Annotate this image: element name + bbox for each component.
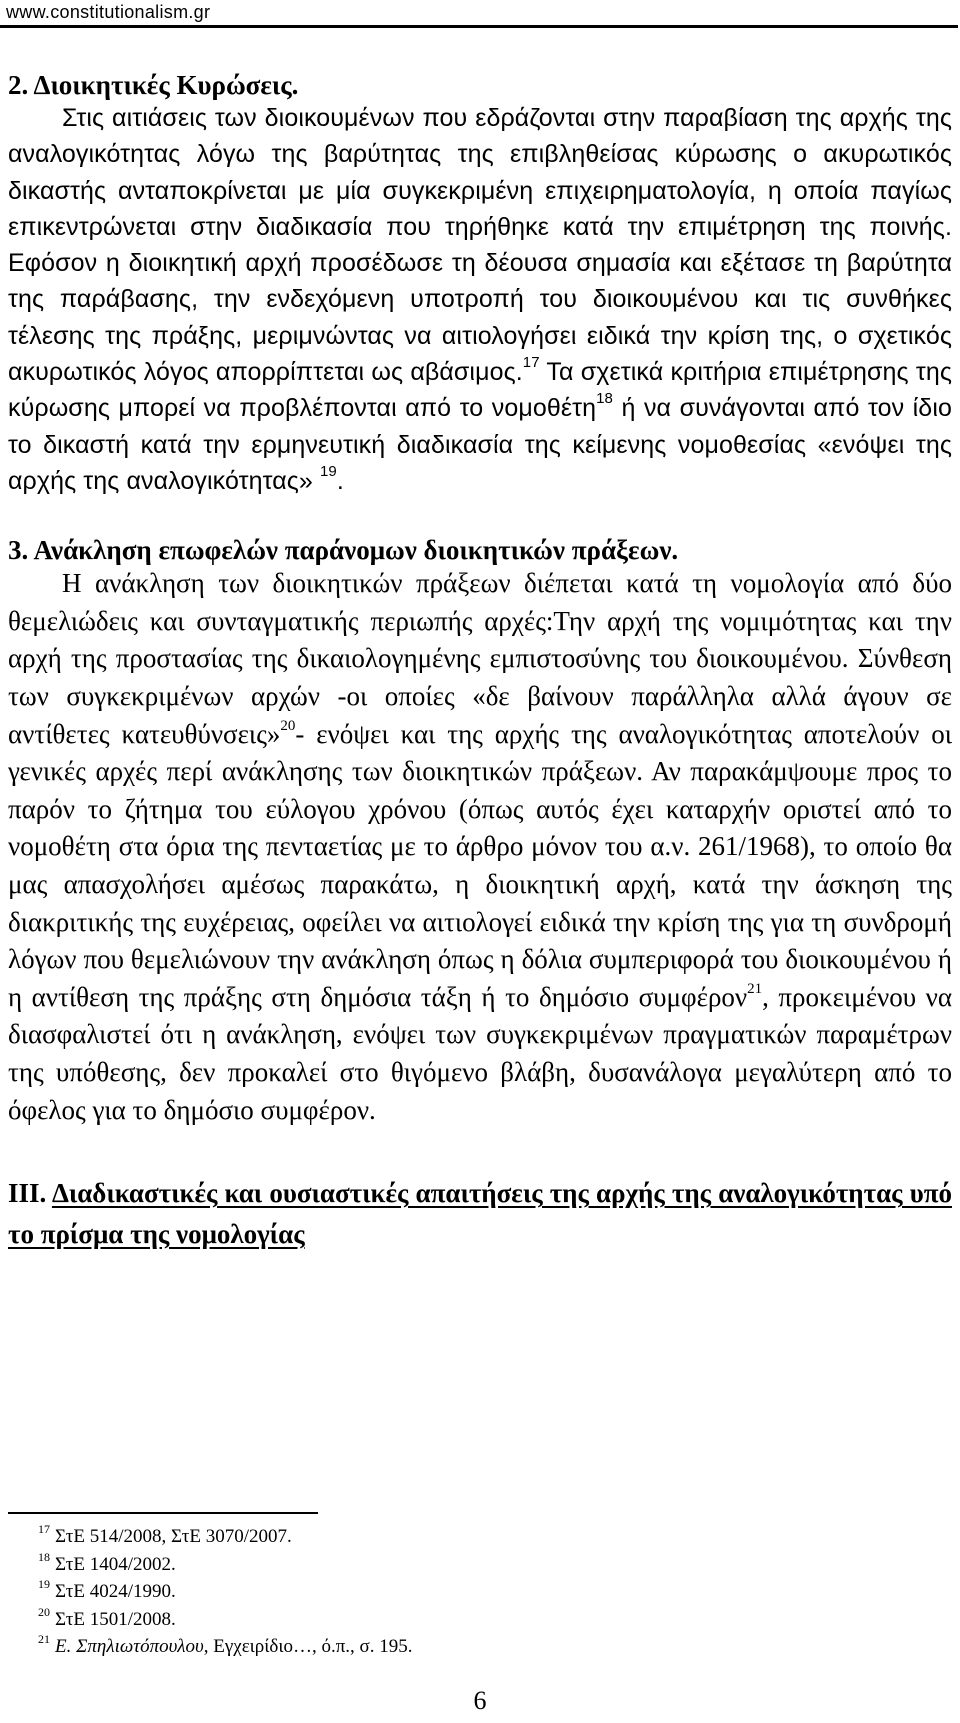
section-2-text-3: ή να συνάγονται από τον ίδιο το δικαστή κατά την ερμηνευτική διαδικασία της κείμενης νομοθεσίας «ενόψει της αρχής της αναλογικότητας»: [8, 394, 952, 495]
footnote-number: 20: [38, 1604, 50, 1619]
section-3-heading: 3. Ανάκληση επωφελών παράνομων διοικητικών πράξεων.: [8, 535, 679, 566]
section-2-paragraph: [8, 100, 952, 499]
footnote-ref-18: 18: [596, 390, 613, 408]
footnote-number: 18: [38, 1549, 50, 1564]
section-iii-heading: [8, 1173, 952, 1255]
site-header: [0, 0, 960, 26]
footnote-17: [38, 1523, 938, 1551]
footnote-ref-17: 17: [522, 354, 540, 372]
section-2-text-1: Στις αιτιάσεις των διοικουμένων που εδράζονται στην παραβίαση της αρχής της αναλογικότητας λόγω της βαρύτητας της επιβληθείσας κύρωσης ο ακυρωτικός δικαστής ανταποκρίνεται με μία συγκεκριμένη επιχειρηματολογία, η οποία παγίως επικεντρώνεται στην διαδικασία που τηρήθηκε κατά την επιμέτρηση της ποινής. Εφόσον η διοικητική αρχή προσέδωσε τη δέουσα σημασία και εξέτασε τη βαρύτητα της παράβασης, την ενδεχόμενη υποτροπή του διοικουμένου και τις συνθήκες τέλεσης της πράξης, μεριμνώντας να αιτιολογήσει ειδικά την κρίση της, ο σχετικός ακυρωτικός λόγος απορρίπτεται ως αβάσιμος.: [8, 104, 952, 387]
header-rule: [0, 25, 958, 28]
section-3-text-3: , προκειμένου να διασφαλιστεί ότι η ανάκληση, ενόψει των συγκεκριμένων πραγματικών παραμέτρων της υπόθεσης, δεν προκαλεί στο θιγόμενο βλάβη, δυσανάλογα μεγαλύτερη από το όφελος για το δημόσιο συμφέρον.: [8, 981, 952, 1125]
section-2-text-4: .: [336, 466, 344, 495]
section-iii-title: Διαδικαστικές και ουσιαστικές απαιτήσεις της αρχής της αναλογικότητας υπό το πρίσμα της νομολογίας: [8, 1178, 952, 1250]
footnotes: [38, 1523, 938, 1661]
footnote-20: [38, 1606, 938, 1634]
footnote-author: Ε. Σπηλιωτόπουλου: [55, 1636, 204, 1658]
footnote-number: 19: [38, 1577, 50, 1592]
page-number: 6: [473, 1686, 487, 1715]
footnote-text: ΣτΕ 1404/2002.: [55, 1553, 176, 1575]
footnote-ref-19: 19: [319, 462, 337, 480]
section-2-text-2: Τα σχετικά κριτήρια επιμέτρησης της κύρωσης μπορεί να προβλέπονται από το νομοθέτη: [8, 358, 953, 423]
section-iii-number: ΙΙΙ.: [8, 1178, 47, 1209]
footnote-21: [38, 1633, 938, 1661]
footnote-19: [38, 1578, 938, 1606]
footnote-text: , Εγχειρίδιο…, ό.π., σ. 195.: [203, 1636, 413, 1658]
footnote-text: ΣτΕ 1501/2008.: [55, 1608, 176, 1630]
footnote-text: ΣτΕ 514/2008, ΣτΕ 3070/2007.: [55, 1526, 292, 1547]
page-body: [8, 70, 952, 1255]
section-2-heading: 2. Διοικητικές Κυρώσεις.: [8, 70, 299, 100]
site-url: www.constitutionalism.gr: [6, 2, 211, 22]
footnote-ref-21: 21: [747, 980, 763, 997]
section-3-text-2: - ενόψει και της αρχής της αναλογικότητας αποτελούν οι γενικές αρχές περί ανάκλησης των διοικητικών πράξεων. Αν παρακάμψουμε προς το παρόν το ζήτημα του εύλογου χρόνου (όπως αυτός έχει καταρχήν οριστεί από το νομοθέτη στα όρια της πενταετίας με το άρθρο μόνον του α.ν. 261/1968), το οποίο θα μας απασχολήσει αμέσως παρακάτω, η διοικητική αρχή, κατά την άσκηση της διακριτικής της ευχέρειας, οφείλει να αιτιολογεί ειδικά την κρίση της για τη συνδρομή λόγων που θεμελιώνουν την ανάκληση όπως η δόλια συμπεριφορά του διοικουμένου ή η αντίθεση της πράξης στη δημόσια τάξη ή το δημόσιο συμφέρον: [8, 718, 952, 1012]
footnote-text: ΣτΕ 4024/1990.: [55, 1581, 176, 1603]
footnote-separator: [8, 1512, 318, 1514]
section-3-text-1: Η ανάκληση των διοικητικών πράξεων διέπεται κατά τη νομολογία από δύο θεμελιώδεις και συνταγματικής περιωπής αρχές:Την αρχή της νομιμότητας και την αρχή της προστασίας της δικαιολογημένης εμπιστοσύνης του διοικουμένου. Σύνθεση των συγκεκριμένων αρχών -οι οποίες «δε βαίνουν παράλληλα αλλά άγουν σε αντίθετες κατευθύνσεις»: [8, 568, 952, 749]
footnote-number: 21: [38, 1632, 50, 1647]
footnote-ref-20: 20: [280, 717, 296, 734]
footnote-number: 17: [38, 1522, 50, 1536]
section-3-paragraph: [8, 565, 952, 1129]
footnote-18: [38, 1551, 938, 1579]
